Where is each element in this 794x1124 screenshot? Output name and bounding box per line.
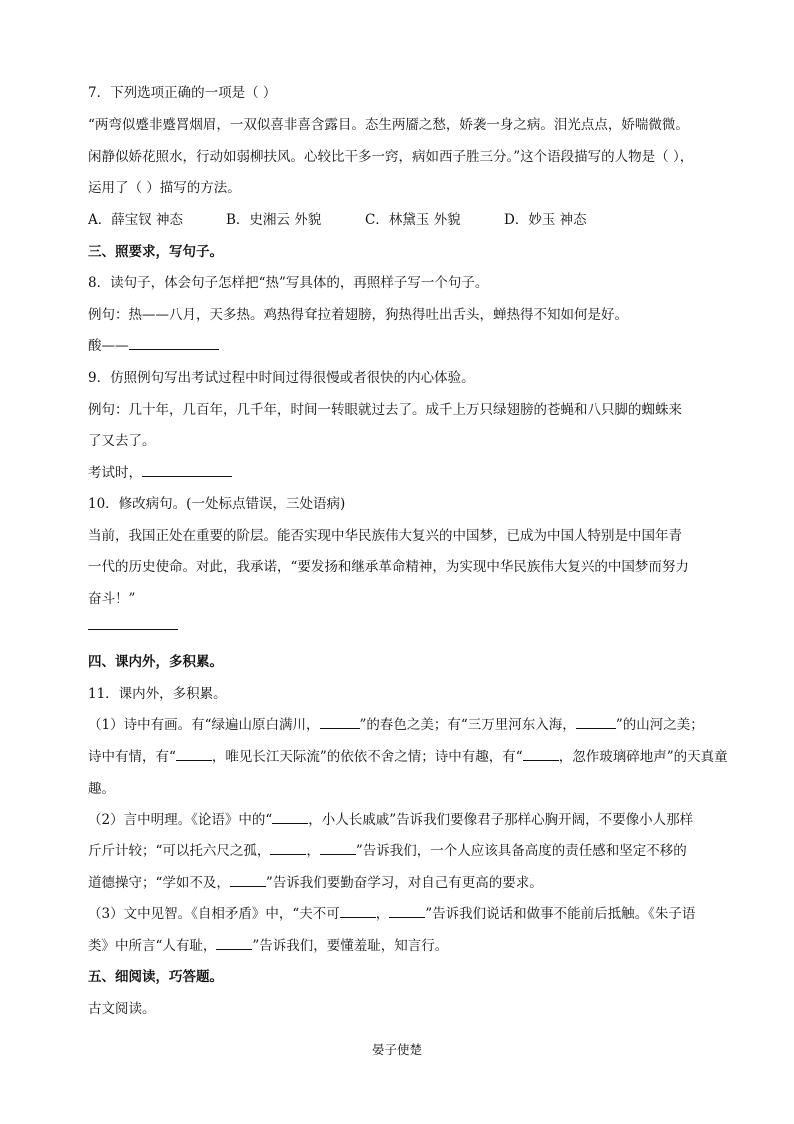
fill-blank[interactable]	[320, 842, 356, 855]
q11-text: 斤斤计较；“可以托六尺之孤，	[88, 843, 271, 859]
q11-part1-line-2	[88, 748, 728, 766]
q7-option-b: B．史湘云 外貌	[226, 212, 322, 228]
q8-example: 例句：热——八月，天多热。鸡热得耷拉着翅膀，狗热得吐出舌头，蝉热得不知如何是好。	[88, 307, 628, 323]
q11-part3-line-1	[88, 905, 695, 923]
q11-title: 11．课内外，多积累。	[88, 686, 227, 702]
fill-blank[interactable]	[230, 874, 266, 887]
q11-text: ”告诉我们，要懂羞耻，知言行。	[252, 938, 449, 954]
q11-part3-line-2	[88, 937, 448, 955]
q7-option-d: D．妙玉 神态	[504, 212, 587, 228]
fill-blank[interactable]	[340, 905, 376, 918]
q9-answer-line	[88, 464, 232, 482]
q11-text: ，唯见长江天际流”的依依不舍之情；诗中有趣，有“	[211, 749, 523, 765]
q11-text: ，忽作玻璃碎地声”的天真童	[558, 749, 728, 765]
reading-label: 古文阅读。	[88, 1001, 156, 1017]
section-4-heading: 四、课内外，多积累。	[88, 654, 223, 670]
q11-text: （2）言中明理。《论语》中的“	[88, 812, 273, 828]
q11-text: 类》中所言“人有耻，	[88, 938, 217, 954]
passage-title: 晏子使楚	[371, 1042, 422, 1057]
q7-title: 7．下列选项正确的一项是（ ）	[88, 85, 277, 101]
q9-example-line-2: 了又去了。	[88, 433, 156, 449]
q11-text: （3）文中见智。《自相矛盾》中，“夫不可	[88, 906, 340, 922]
q11-part1-line-1	[88, 716, 704, 734]
q11-text: ”告诉我们说话和做事不能前后抵触。《朱子语	[425, 906, 696, 922]
q11-text: 道德操守；“学如不及，	[88, 875, 230, 891]
q8-answer-blank[interactable]	[129, 337, 219, 350]
q11-text: ”的山河之美；	[615, 717, 704, 733]
q11-text: （1）诗中有画。有“绿遍山原白满川，	[88, 717, 320, 733]
q11-text: ，小人长戚戚”告诉我们要像君子那样心胸开阔，不要像小人那样	[308, 812, 694, 828]
fill-blank[interactable]	[216, 937, 252, 950]
fill-blank[interactable]	[320, 716, 360, 729]
q7-option-a: A．薛宝钗 神态	[88, 212, 184, 228]
q7-passage-line-2: 闲静似娇花照水，行动如弱柳扶风。心较比干多一窍，病如西子胜三分。”这个语段描写的人物是（ ），	[88, 149, 694, 165]
q10-passage-line-1: 当前，我国正处在重要的阶层。能否实现中华民族伟大复兴的中国梦，已成为中国人特别是中国年青	[88, 528, 682, 544]
q11-text: 诗中有情，有“	[88, 749, 176, 765]
fill-blank[interactable]	[272, 811, 308, 824]
q7-option-c: C．林黛玉 外貌	[365, 212, 461, 228]
q11-text: ”告诉我们要勤奋学习，对自己有更高的要求。	[265, 875, 543, 891]
q9-example-line-1: 例句：几十年，几百年，几千年，时间一转眼就过去了。成千上万只绿翅膀的苍蝇和八只脚的蜘蛛来	[88, 402, 682, 418]
q11-text: ”告诉我们，一个人应该具备高度的责任感和坚定不移的	[355, 843, 687, 859]
fill-blank[interactable]	[389, 905, 425, 918]
q7-passage-line-1: “两弯似蹙非蹙罥烟眉，一双似喜非喜含露目。态生两靥之愁，娇袭一身之病。泪光点点，娇喘微微。	[88, 117, 689, 133]
q8-answer-prefix: 酸——	[88, 338, 129, 354]
q11-text: ，	[375, 906, 390, 922]
fill-blank[interactable]	[176, 748, 212, 761]
q9-title: 9．仿照例句写出考试过程中时间过得很慢或者很快的内心体验。	[88, 370, 475, 386]
q11-part2-line-3	[88, 874, 543, 892]
fill-blank[interactable]	[270, 842, 306, 855]
q10-answer-blank[interactable]	[88, 629, 178, 630]
fill-blank[interactable]	[576, 716, 616, 729]
q9-answer-blank[interactable]	[142, 464, 232, 477]
q10-passage-line-3: 奋斗！”	[88, 591, 136, 607]
q8-answer-line	[88, 337, 219, 355]
q11-text: ，	[306, 843, 320, 859]
q11-part1-line-3: 趣。	[88, 781, 115, 797]
q11-part2-line-2	[88, 842, 687, 860]
q11-part2-line-1	[88, 811, 693, 829]
q11-text: ”的春色之美；有“三万里河东入海，	[359, 717, 576, 733]
q7-passage-line-3: 运用了（ ）描写的方法。	[88, 180, 241, 196]
section-3-heading: 三、照要求，写句子。	[88, 244, 223, 260]
q8-title: 8．读句子，体会句子怎样把“热”写具体的，再照样子写一个句子。	[88, 275, 489, 291]
q10-title: 10．修改病句。(一处标点错误，三处语病)	[88, 496, 346, 512]
q10-passage-line-2: 一代的历史使命。对此，我承诺，“要发扬和继承革命精神，为实现中华民族伟大复兴的中国梦而努力	[88, 559, 689, 575]
fill-blank[interactable]	[523, 748, 559, 761]
q9-answer-prefix: 考试时，	[88, 465, 142, 481]
section-5-heading: 五、细阅读，巧答题。	[88, 969, 223, 985]
